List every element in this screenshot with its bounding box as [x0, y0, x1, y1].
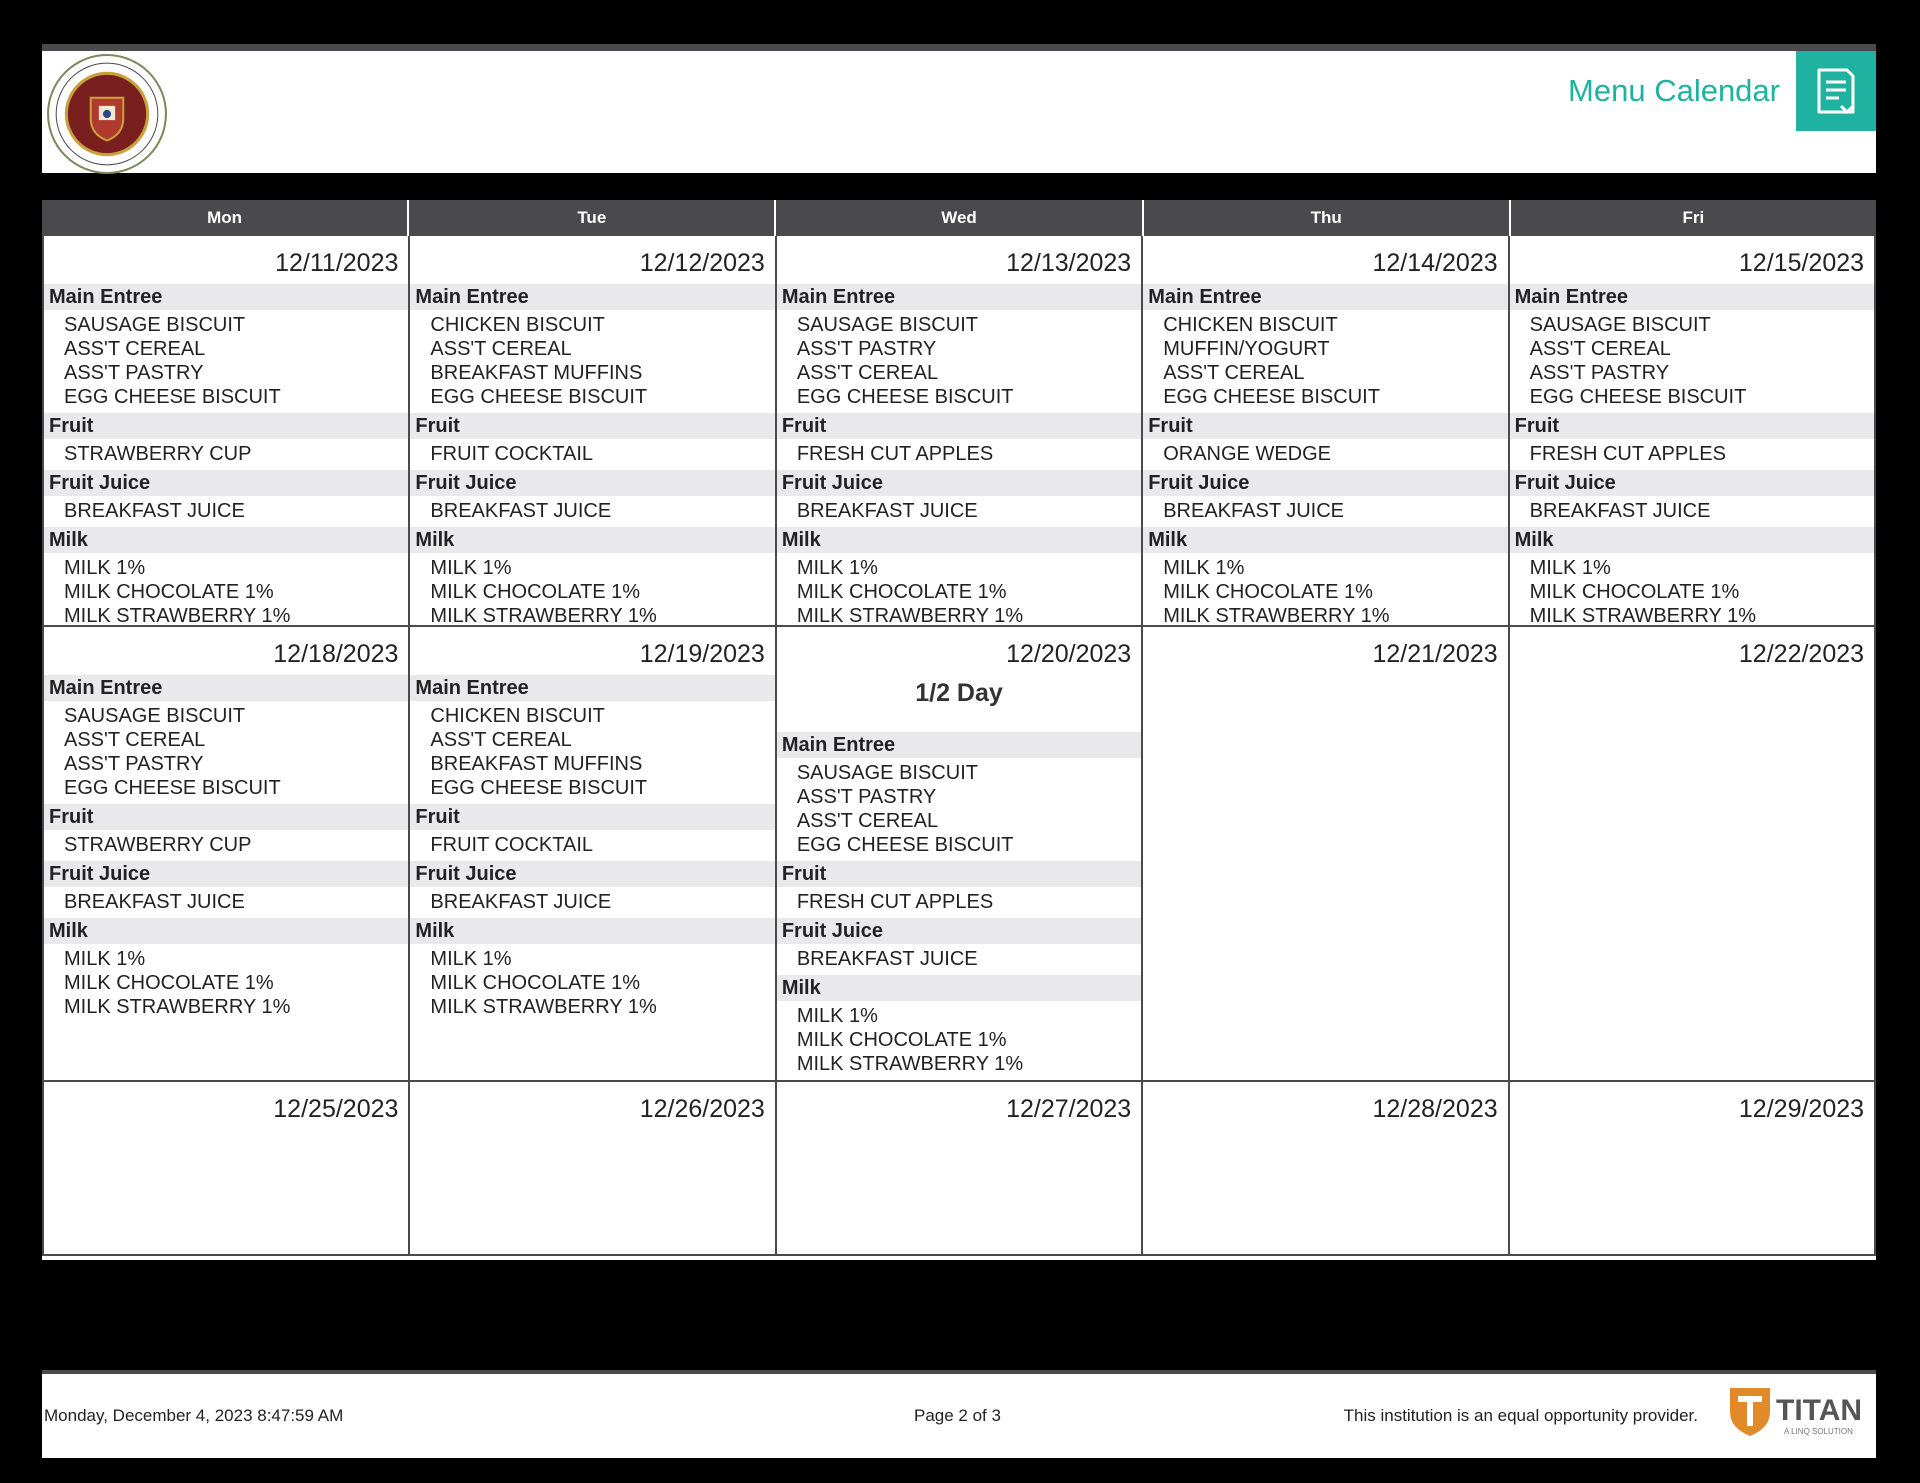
menu-item: EGG CHEESE BISCUIT	[1529, 386, 1747, 408]
calendar-day-cell	[775, 627, 1141, 1080]
menu-item: MILK CHOCOLATE 1%	[430, 581, 641, 603]
menu-item-list	[44, 830, 408, 859]
menu-item: MILK STRAWBERRY 1%	[430, 605, 657, 625]
menu-item-list	[1143, 310, 1507, 411]
menu-category-label: Fruit Juice	[777, 470, 1141, 496]
menu-category-label: Fruit	[410, 413, 774, 439]
page-header	[42, 51, 1876, 173]
menu-category-label: Main Entree	[410, 675, 774, 701]
menu-item: ASS'T CEREAL	[796, 810, 939, 832]
menu-category-label: Fruit Juice	[1510, 470, 1874, 496]
menu-item: MILK CHOCOLATE 1%	[64, 972, 274, 994]
day-date: 12/20/2023	[1006, 640, 1132, 668]
menu-category-label: Milk	[1143, 527, 1507, 553]
menu-item-list	[1143, 496, 1507, 525]
menu-item: ASS'T CEREAL	[430, 729, 572, 751]
menu-category-label: Fruit	[777, 861, 1141, 887]
menu-item-list	[1510, 439, 1874, 468]
weekday-header: Thu	[1144, 200, 1511, 236]
menu-item-list	[410, 439, 774, 468]
menu-item: BREAKFAST JUICE	[430, 891, 612, 913]
menu-item-list	[777, 553, 1141, 625]
menu-item-list	[777, 496, 1141, 525]
menu-item: MILK CHOCOLATE 1%	[796, 1029, 1007, 1051]
day-note: 1/2 Day	[915, 679, 1003, 707]
menu-category-label: Milk	[44, 527, 408, 553]
page-title: Menu Calendar	[1568, 73, 1780, 108]
menu-item-list	[410, 310, 774, 411]
menu-item-list	[1510, 310, 1874, 411]
menu-item: EGG CHEESE BISCUIT	[430, 777, 648, 799]
menu-item-list	[777, 758, 1141, 859]
menu-category-label: Fruit	[1510, 413, 1874, 439]
menu-category-label: Fruit Juice	[1143, 470, 1507, 496]
menu-item-list	[777, 887, 1141, 916]
day-date: 12/28/2023	[1372, 1095, 1498, 1123]
menu-item: BREAKFAST JUICE	[64, 891, 245, 913]
menu-item: MILK STRAWBERRY 1%	[1163, 605, 1390, 625]
menu-item: ASS'T PASTRY	[796, 338, 937, 360]
menu-item-list	[410, 553, 774, 625]
calendar-day-cell	[42, 1082, 408, 1254]
menu-item: CHICKEN BISCUIT	[430, 314, 605, 336]
menu-item: SAUSAGE BISCUIT	[64, 705, 246, 727]
menu-item: MILK CHOCOLATE 1%	[430, 972, 641, 994]
svg-text:A LINQ SOLUTION: A LINQ SOLUTION	[1784, 1427, 1853, 1436]
menu-item: MUFFIN/YOGURT	[1163, 338, 1330, 360]
menu-category-label: Fruit Juice	[410, 470, 774, 496]
menu-category-label: Fruit Juice	[44, 470, 408, 496]
calendar-week-row	[42, 625, 1876, 1080]
calendar-day-cell	[42, 627, 408, 1080]
calendar-day-cell	[1141, 1082, 1507, 1254]
menu-item: ORANGE WEDGE	[1163, 443, 1332, 465]
day-date: 12/14/2023	[1372, 249, 1498, 277]
menu-item: CHICKEN BISCUIT	[1163, 314, 1338, 336]
document-icon	[1796, 51, 1876, 131]
menu-item: EGG CHEESE BISCUIT	[64, 777, 281, 799]
day-date: 12/11/2023	[275, 249, 399, 277]
calendar-day-cell	[408, 1082, 774, 1254]
day-date: 12/26/2023	[639, 1095, 765, 1123]
day-date: 12/12/2023	[639, 249, 765, 277]
menu-item: STRAWBERRY CUP	[64, 443, 252, 465]
menu-item-list	[410, 887, 774, 916]
menu-category-label: Milk	[1510, 527, 1874, 553]
menu-item: EGG CHEESE BISCUIT	[1163, 386, 1380, 408]
menu-category-label: Milk	[777, 527, 1141, 553]
menu-item-list	[410, 701, 774, 802]
menu-item-list	[410, 496, 774, 525]
weekday-header: Wed	[776, 200, 1143, 236]
menu-item-list	[44, 944, 408, 1021]
menu-category-label: Fruit	[777, 413, 1141, 439]
menu-category-label: Main Entree	[44, 284, 408, 310]
menu-item: ASS'T CEREAL	[1163, 362, 1305, 384]
calendar-day-cell	[775, 236, 1141, 625]
menu-category-label: Main Entree	[1510, 284, 1874, 310]
menu-item: MILK CHOCOLATE 1%	[1529, 581, 1740, 603]
menu-category-label: Main Entree	[777, 284, 1141, 310]
menu-item: ASS'T CEREAL	[430, 338, 572, 360]
titan-logo	[1726, 1382, 1876, 1442]
menu-item: FRUIT COCKTAIL	[430, 834, 594, 856]
menu-item: ASS'T PASTRY	[64, 753, 204, 775]
menu-item-list	[1143, 439, 1507, 468]
menu-category-label: Main Entree	[410, 284, 774, 310]
menu-item: EGG CHEESE BISCUIT	[796, 386, 1014, 408]
day-date: 12/27/2023	[1006, 1095, 1132, 1123]
calendar-day-cell	[1508, 1082, 1876, 1254]
menu-category-label: Fruit Juice	[410, 861, 774, 887]
menu-item: BREAKFAST JUICE	[1529, 500, 1711, 522]
menu-item: MILK STRAWBERRY 1%	[430, 996, 657, 1018]
menu-item-list	[410, 830, 774, 859]
menu-item: ASS'T CEREAL	[1529, 338, 1671, 360]
weekday-header: Mon	[42, 200, 409, 236]
menu-item: ASS'T CEREAL	[64, 729, 206, 751]
menu-calendar	[42, 200, 1876, 1260]
menu-item-list	[1510, 553, 1874, 625]
page-footer	[42, 1370, 1876, 1458]
menu-item: EGG CHEESE BISCUIT	[64, 386, 281, 408]
calendar-day-cell	[1508, 236, 1876, 625]
menu-item: MILK 1%	[1163, 557, 1245, 579]
menu-item-list	[777, 944, 1141, 973]
menu-item: MILK STRAWBERRY 1%	[1529, 605, 1756, 625]
calendar-week-row	[42, 236, 1876, 625]
calendar-week-row	[42, 1080, 1876, 1256]
print-timestamp: Monday, December 4, 2023 8:47:59 AM	[44, 1406, 344, 1425]
equal-opportunity-notice: This institution is an equal opportunity provider.	[1343, 1406, 1698, 1425]
menu-item-list	[44, 439, 408, 468]
menu-item: MILK 1%	[796, 557, 878, 579]
menu-item: MILK CHOCOLATE 1%	[64, 581, 274, 603]
menu-item: ASS'T PASTRY	[796, 786, 937, 808]
menu-item-list	[44, 496, 408, 525]
menu-item-list	[1143, 553, 1507, 625]
menu-item: FRESH CUT APPLES	[1529, 443, 1726, 465]
menu-item: MILK 1%	[64, 557, 146, 579]
menu-category-label: Milk	[777, 975, 1141, 1001]
menu-item: MILK 1%	[1529, 557, 1611, 579]
menu-item: SAUSAGE BISCUIT	[796, 762, 978, 784]
calendar-day-cell	[1141, 236, 1507, 625]
menu-item-list	[777, 310, 1141, 411]
day-date: 12/18/2023	[273, 640, 399, 668]
menu-item: MILK STRAWBERRY 1%	[64, 996, 291, 1018]
menu-item-list	[44, 310, 408, 411]
menu-item: BREAKFAST MUFFINS	[430, 753, 643, 775]
menu-item: MILK CHOCOLATE 1%	[796, 581, 1007, 603]
menu-category-label: Fruit	[44, 804, 408, 830]
page-number: Page 2 of 3	[914, 1406, 1001, 1425]
menu-item: BREAKFAST JUICE	[1163, 500, 1345, 522]
menu-item: MILK STRAWBERRY 1%	[796, 1053, 1024, 1075]
weekday-header: Fri	[1511, 200, 1876, 236]
weekday-header-row	[42, 200, 1876, 236]
menu-item: FRESH CUT APPLES	[796, 891, 994, 913]
menu-item-list	[44, 701, 408, 802]
menu-item: BREAKFAST JUICE	[796, 500, 978, 522]
top-rule	[42, 44, 1876, 51]
menu-category-label: Main Entree	[777, 732, 1141, 758]
menu-item: MILK CHOCOLATE 1%	[1163, 581, 1373, 603]
menu-item-list	[777, 1001, 1141, 1078]
menu-category-label: Milk	[410, 918, 774, 944]
calendar-day-cell	[408, 236, 774, 625]
menu-item-list	[1510, 496, 1874, 525]
menu-item: MILK 1%	[796, 1005, 878, 1027]
menu-item: FRESH CUT APPLES	[796, 443, 994, 465]
district-seal-logo	[46, 53, 168, 175]
menu-item: BREAKFAST JUICE	[430, 500, 612, 522]
day-date: 12/29/2023	[1738, 1095, 1865, 1123]
menu-item: ASS'T CEREAL	[796, 362, 939, 384]
menu-item: BREAKFAST JUICE	[64, 500, 245, 522]
menu-item: SAUSAGE BISCUIT	[64, 314, 246, 336]
calendar-day-cell	[42, 236, 408, 625]
calendar-day-cell	[1141, 627, 1507, 1080]
menu-item: MILK 1%	[64, 948, 146, 970]
menu-item: EGG CHEESE BISCUIT	[430, 386, 648, 408]
menu-category-label: Fruit Juice	[777, 918, 1141, 944]
menu-category-label: Fruit Juice	[44, 861, 408, 887]
calendar-day-cell	[408, 627, 774, 1080]
menu-item: ASS'T PASTRY	[1529, 362, 1670, 384]
menu-item: SAUSAGE BISCUIT	[796, 314, 978, 336]
menu-item: MILK 1%	[430, 948, 512, 970]
menu-item-list	[44, 887, 408, 916]
menu-item: STRAWBERRY CUP	[64, 834, 252, 856]
menu-item-list	[777, 439, 1141, 468]
svg-text:TITAN: TITAN	[1776, 1394, 1863, 1427]
menu-category-label: Milk	[44, 918, 408, 944]
menu-item-list	[410, 944, 774, 1021]
day-date: 12/19/2023	[639, 640, 765, 668]
menu-item: ASS'T CEREAL	[64, 338, 206, 360]
day-date: 12/15/2023	[1738, 249, 1865, 277]
menu-item: BREAKFAST JUICE	[796, 948, 978, 970]
menu-item: MILK 1%	[430, 557, 512, 579]
menu-item: BREAKFAST MUFFINS	[430, 362, 643, 384]
menu-category-label: Main Entree	[44, 675, 408, 701]
calendar-day-cell	[1508, 627, 1876, 1080]
menu-item: MILK STRAWBERRY 1%	[64, 605, 291, 625]
menu-category-label: Main Entree	[1143, 284, 1507, 310]
menu-category-label: Milk	[410, 527, 774, 553]
day-date: 12/21/2023	[1372, 640, 1498, 668]
menu-item: FRUIT COCKTAIL	[430, 443, 594, 465]
day-date: 12/25/2023	[273, 1095, 399, 1123]
day-date: 12/22/2023	[1738, 640, 1865, 668]
menu-item: EGG CHEESE BISCUIT	[796, 834, 1014, 856]
menu-item: MILK STRAWBERRY 1%	[796, 605, 1024, 625]
calendar-day-cell	[775, 1082, 1141, 1254]
day-date: 12/13/2023	[1006, 249, 1132, 277]
menu-category-label: Fruit	[44, 413, 408, 439]
menu-item: CHICKEN BISCUIT	[430, 705, 605, 727]
weekday-header: Tue	[409, 200, 776, 236]
menu-item: ASS'T PASTRY	[64, 362, 204, 384]
menu-item-list	[44, 553, 408, 625]
menu-category-label: Fruit	[1143, 413, 1507, 439]
menu-category-label: Fruit	[410, 804, 774, 830]
menu-item: SAUSAGE BISCUIT	[1529, 314, 1711, 336]
